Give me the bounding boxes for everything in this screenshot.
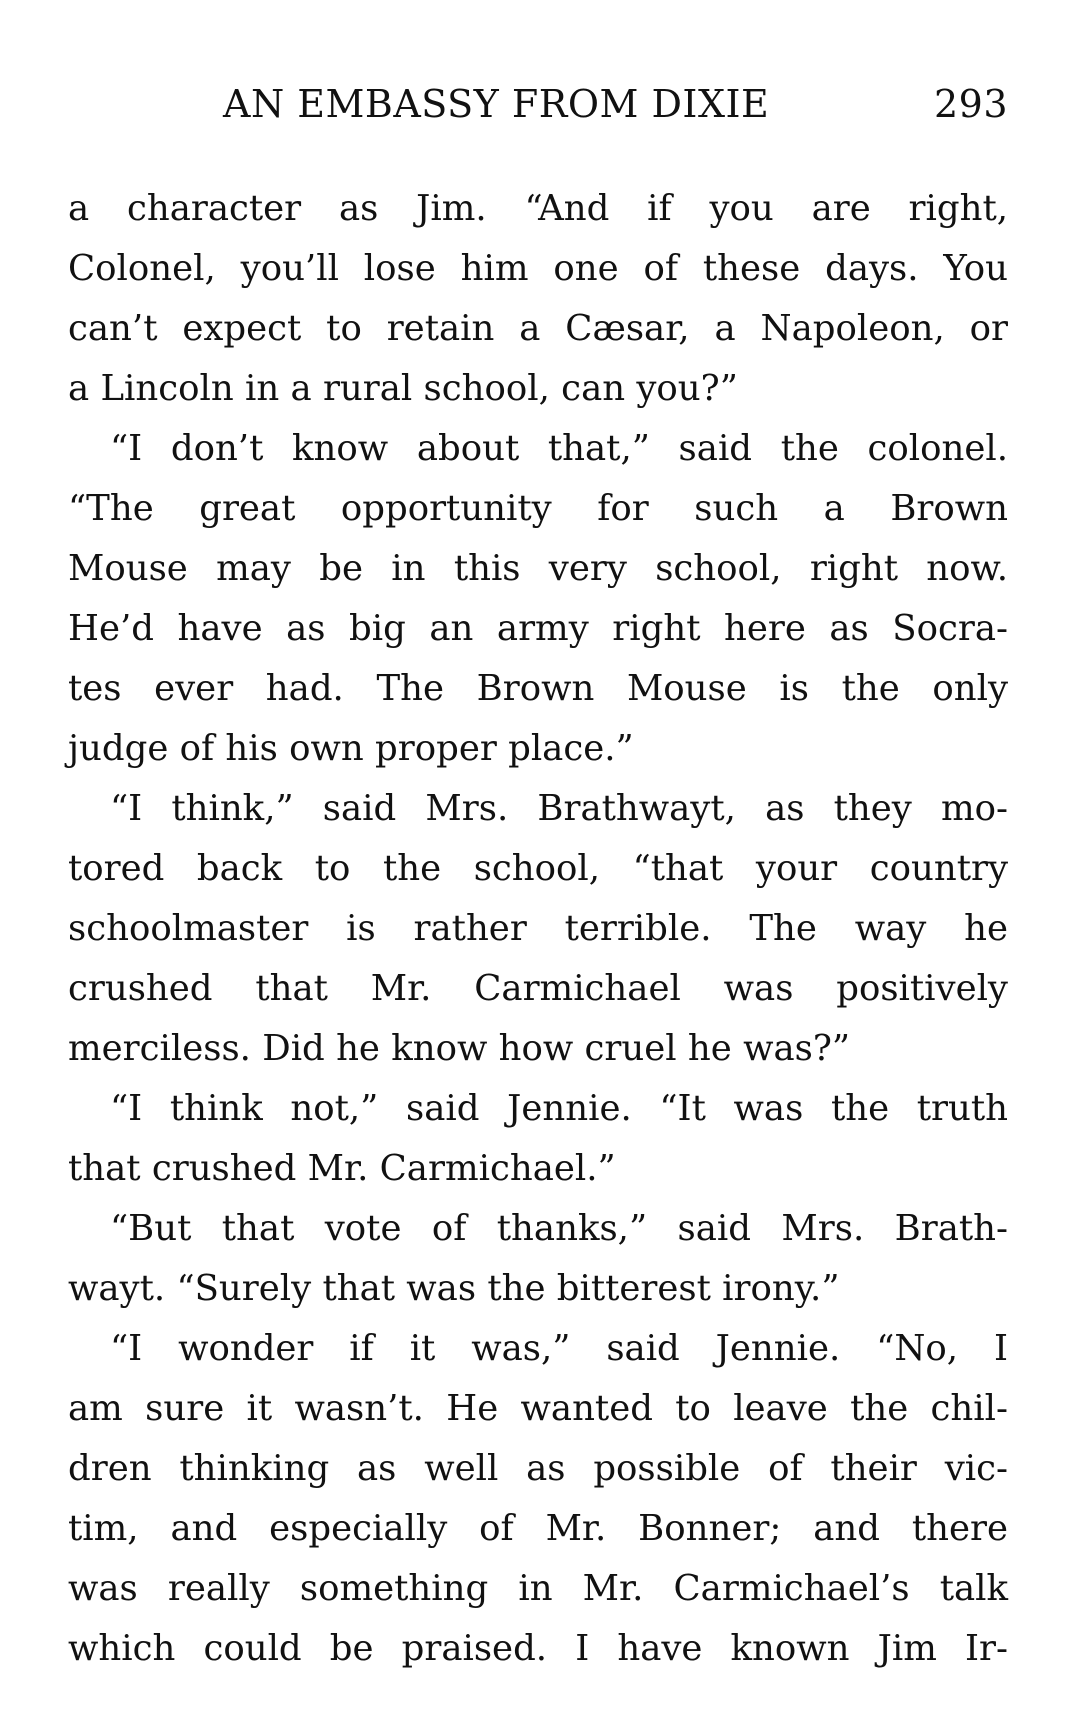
text-line: am sure it wasn’t. He wanted to leave the chil- <box>68 1388 1008 1429</box>
text-line: tim, and especially of Mr. Bonner; and there <box>68 1508 1008 1549</box>
text-line: “I wonder if it was,” said Jennie. “No, I <box>110 1328 1008 1369</box>
text-line: “But that vote of thanks,” said Mrs. Brath- <box>110 1208 1008 1249</box>
paragraph-2 <box>68 419 1008 779</box>
text-line: Colonel, you’ll lose him one of these days. You <box>68 248 1008 289</box>
text-line: a character as Jim. “And if you are right, <box>68 188 1008 229</box>
paragraph-5 <box>68 1199 1008 1319</box>
body-text <box>68 179 1008 1679</box>
text-line: “The great opportunity for such a Brown <box>68 488 1008 529</box>
text-line: judge of his own proper place.” <box>68 728 634 769</box>
text-line: can’t expect to retain a Cæsar, a Napoleon, or <box>68 308 1008 349</box>
text-line: “I don’t know about that,” said the colonel. <box>110 428 1008 469</box>
text-line: was really something in Mr. Carmichael’s talk <box>68 1568 1008 1609</box>
text-line: which could be praised. I have known Jim Ir- <box>68 1628 1008 1669</box>
text-line: dren thinking as well as possible of their vic- <box>68 1448 1008 1489</box>
paragraph-6 <box>68 1319 1008 1679</box>
text-line: tes ever had. The Brown Mouse is the only <box>68 668 1008 709</box>
paragraph-3 <box>68 779 1008 1079</box>
text-line: wayt. “Surely that was the bitterest irony.” <box>68 1268 840 1309</box>
text-line: “I think not,” said Jennie. “It was the truth <box>110 1088 1008 1129</box>
text-line: “I think,” said Mrs. Brathwayt, as they mo- <box>110 788 1008 829</box>
text-line: crushed that Mr. Carmichael was positively <box>68 968 1008 1009</box>
text-line: a Lincoln in a rural school, can you?” <box>68 368 738 409</box>
text-line: Mouse may be in this very school, right now. <box>68 548 1008 589</box>
text-line: tored back to the school, “that your country <box>68 848 1008 889</box>
text-line: He’d have as big an army right here as Socra- <box>68 608 1008 649</box>
text-line: merciless. Did he know how cruel he was?” <box>68 1028 851 1069</box>
paragraph-4 <box>68 1079 1008 1199</box>
running-head <box>68 76 1008 132</box>
text-line: that crushed Mr. Carmichael.” <box>68 1148 616 1189</box>
running-title: AN EMBASSY FROM DIXIE <box>223 82 770 126</box>
text-line: schoolmaster is rather terrible. The way he <box>68 908 1008 949</box>
paragraph-1 <box>68 179 1008 419</box>
page-number: 293 <box>933 82 1008 126</box>
